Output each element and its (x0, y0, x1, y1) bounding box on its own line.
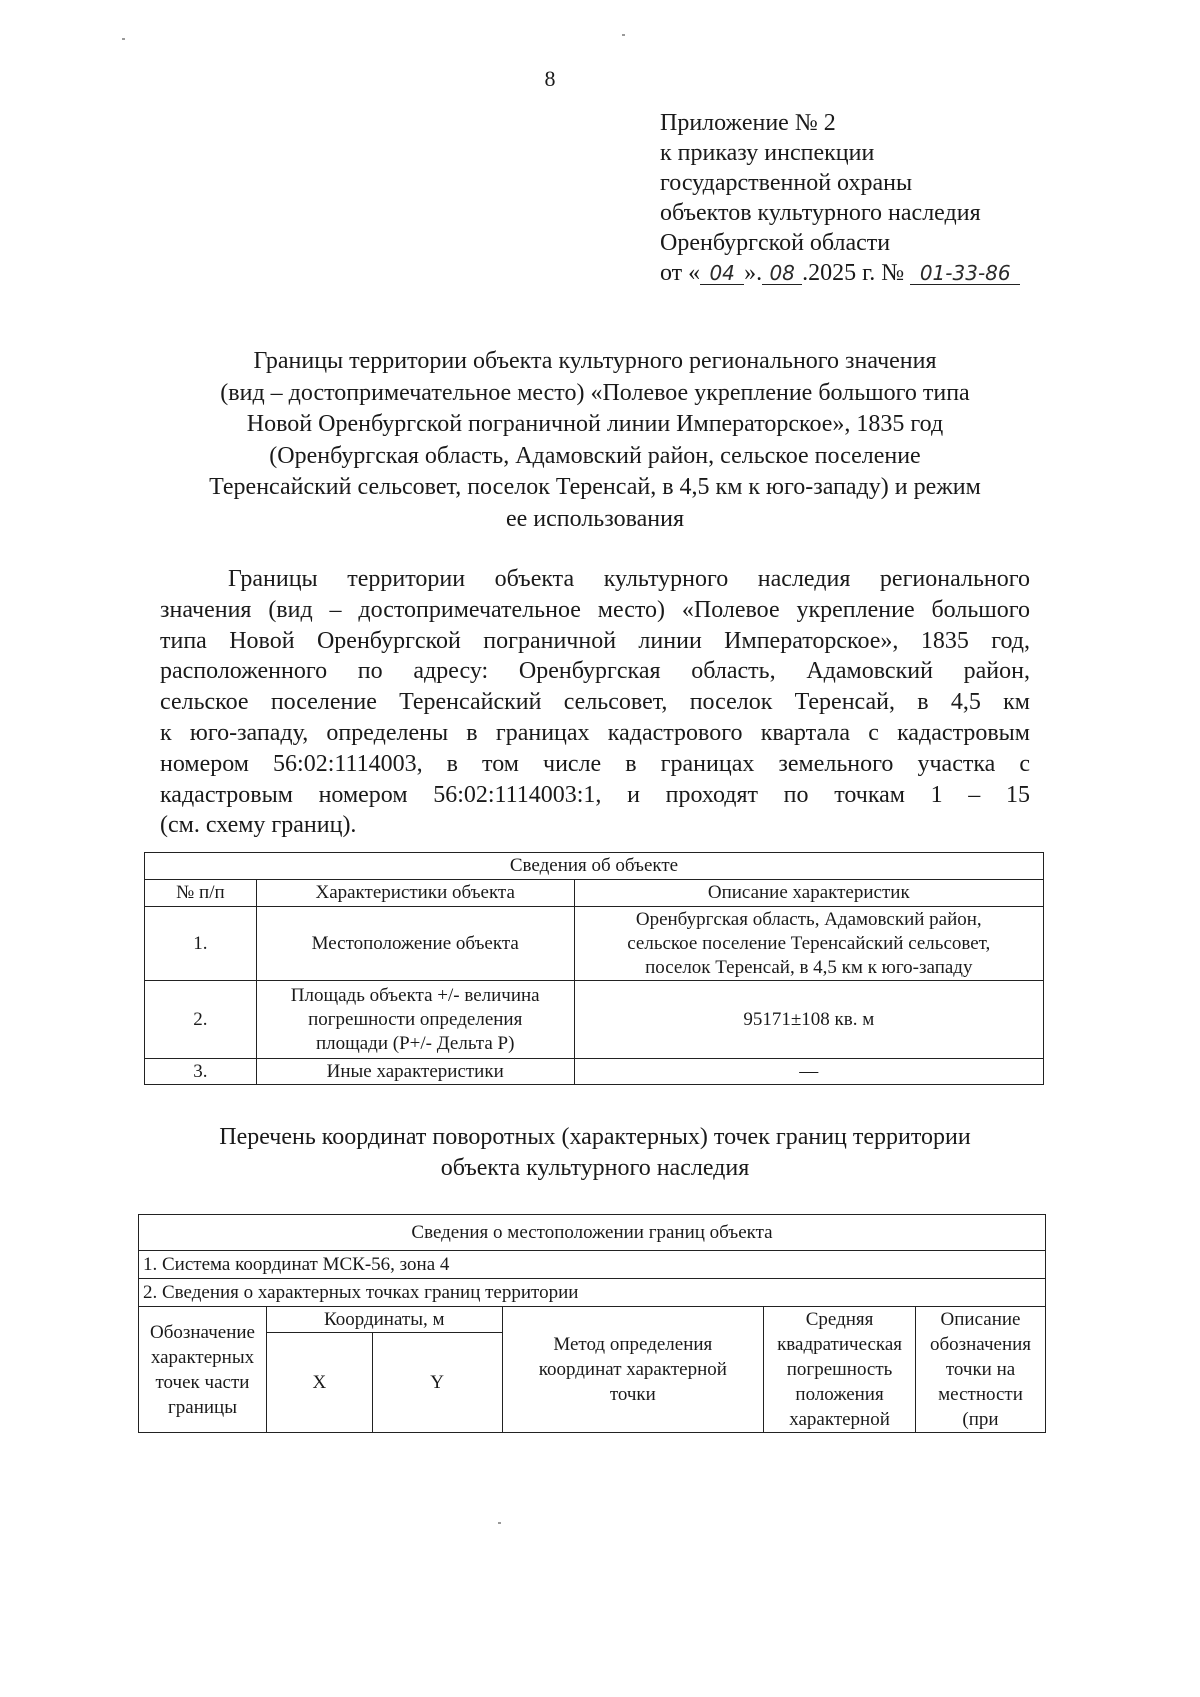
paragraph-line: типа Новой Оренбургской пограничной линии Императорское», 1835 год, (160, 627, 1030, 654)
header-line: Средняя (805, 1309, 874, 1330)
coordinates-header: Координаты, м (266, 1307, 502, 1333)
date-mid: ». (744, 260, 763, 286)
date-suffix: .2025 г. № (802, 260, 905, 286)
x-header: X (266, 1333, 372, 1433)
paragraph-line: к юго-западу, определены в границах кадастрового квартала с кадастровым (160, 719, 1030, 746)
method-header (502, 1307, 764, 1433)
document-title (150, 346, 1040, 535)
header-line: квадратическая (777, 1334, 903, 1355)
points-info-row (139, 1279, 1046, 1307)
cell-line: Местоположение объекта (311, 932, 519, 954)
body-paragraph (160, 564, 1030, 841)
table-header-row (139, 1307, 1046, 1333)
title-line: (вид – достопримечательное место) «Полевое укрепление большого типа (220, 379, 970, 406)
description-cell (574, 907, 1043, 981)
table-row (145, 981, 1044, 1059)
header-line: точек части (155, 1371, 250, 1393)
paragraph-line: значения (вид – достопримечательное место) «Полевое укрепление большого (160, 596, 1030, 623)
paragraph-line: кадастровым номером 56:02:1114003:1, и проходят по точкам 1 – 15 (160, 781, 1030, 808)
points-info: 2. Сведения о характерных точках границ территории (139, 1279, 1046, 1307)
table-caption: Сведения о местоположении границ объекта (139, 1215, 1046, 1251)
description-cell (574, 981, 1043, 1059)
designation-header (139, 1307, 267, 1433)
section-title-line: объекта культурного наследия (440, 1155, 750, 1181)
appendix-line: объектов культурного наследия (660, 200, 981, 226)
appendix-line: к приказу инспекции (660, 140, 875, 166)
table-header-row (145, 880, 1044, 907)
column-header: Описание характеристик (574, 880, 1043, 907)
scan-speck (498, 1522, 501, 1524)
table-caption-row (139, 1215, 1046, 1251)
order-date-line (660, 258, 1080, 288)
page-number: 8 (544, 66, 556, 91)
description-cell (574, 1059, 1043, 1085)
header-line: точки на (945, 1359, 1016, 1380)
table-row (145, 907, 1044, 981)
table-caption-row (145, 853, 1044, 880)
header-line: местности (938, 1384, 1023, 1405)
cell-line: 95171±108 кв. м (743, 1008, 875, 1030)
row-number: 2. (145, 981, 257, 1059)
column-header: Характеристики объекта (256, 880, 574, 907)
row-number: 3. (145, 1059, 257, 1085)
header-line: обозначения (929, 1334, 1032, 1355)
appendix-header (660, 108, 1080, 288)
title-line: Новой Оренбургской пограничной линии Императорское», 1835 год (246, 411, 944, 437)
coordinate-system: 1. Система координат МСК-56, зона 4 (139, 1251, 1046, 1279)
paragraph-line: (см. схему границ). (160, 812, 357, 839)
characteristic-cell (256, 1059, 574, 1085)
section-title-line: Перечень координат поворотных (характерных) точек границ территории (219, 1124, 971, 1150)
characteristic-cell (256, 981, 574, 1059)
title-line: Теренсайский сельсовет, поселок Теренсай, в 4,5 км к юго-западу) и режим (209, 474, 981, 500)
cell-line: погрешности определения (308, 1008, 523, 1030)
coordinates-section-title (140, 1122, 1050, 1184)
cell-line: Иные характеристики (326, 1060, 504, 1082)
header-line: координат характерной (538, 1359, 727, 1380)
date-prefix: от « (660, 260, 701, 286)
header-line: погрешность (786, 1359, 893, 1380)
coordinate-system-row (139, 1251, 1046, 1279)
handwritten-month: 08 (762, 262, 802, 285)
error-header (764, 1307, 916, 1433)
cell-line: — (799, 1060, 819, 1082)
table-row (145, 1059, 1044, 1085)
header-line: точки (609, 1384, 656, 1405)
row-number: 1. (145, 907, 257, 981)
table-caption: Сведения об объекте (145, 853, 1044, 880)
cell-line: поселок Теренсай, в 4,5 км к юго-западу (645, 956, 973, 978)
cell-line: Оренбургская область, Адамовский район, (635, 908, 982, 930)
appendix-line: Приложение № 2 (660, 110, 836, 136)
header-line: положения (795, 1384, 884, 1405)
appendix-line: Оренбургской области (660, 230, 891, 256)
header-line: Описание (940, 1309, 1021, 1330)
scan-speck (622, 34, 625, 36)
title-line: (Оренбургская область, Адамовский район, сельское поселение (269, 442, 921, 469)
appendix-line: государственной охраны (660, 170, 913, 196)
paragraph-line: номером 56:02:1114003, в том числе в границах земельного участка с (160, 750, 1030, 777)
header-line: границы (167, 1396, 237, 1418)
y-header: Y (372, 1333, 502, 1433)
header-line: характерной (789, 1409, 890, 1430)
header-line: (при (962, 1409, 999, 1430)
header-line: Обозначение (149, 1321, 255, 1343)
description-header (916, 1307, 1046, 1433)
handwritten-day: 04 (700, 262, 744, 285)
handwritten-order-number: 01-33-86 (910, 262, 1020, 285)
scan-speck (122, 38, 125, 40)
title-line: ее использования (506, 505, 684, 532)
header-line: характерных (150, 1346, 255, 1368)
title-line: Границы территории объекта культурного регионального значения (253, 348, 937, 374)
coordinates-table (138, 1214, 1046, 1433)
cell-line: сельское поселение Теренсайский сельсовет, (627, 932, 991, 954)
paragraph-line: сельское поселение Теренсайский сельсовет, поселок Теренсай, в 4,5 км (160, 689, 1030, 716)
paragraph-line: расположенного по адресу: Оренбургская область, Адамовский район, (160, 658, 1030, 685)
cell-line: площади (P+/- Дельта P) (315, 1032, 515, 1054)
paragraph-line: Границы территории объекта культурного наследия регионального (228, 566, 1030, 592)
characteristic-cell (256, 907, 574, 981)
object-info-table (144, 852, 1044, 1085)
header-line: Метод определения (553, 1334, 713, 1355)
cell-line: Площадь объекта +/- величина (290, 984, 540, 1006)
column-header: № п/п (145, 880, 257, 907)
